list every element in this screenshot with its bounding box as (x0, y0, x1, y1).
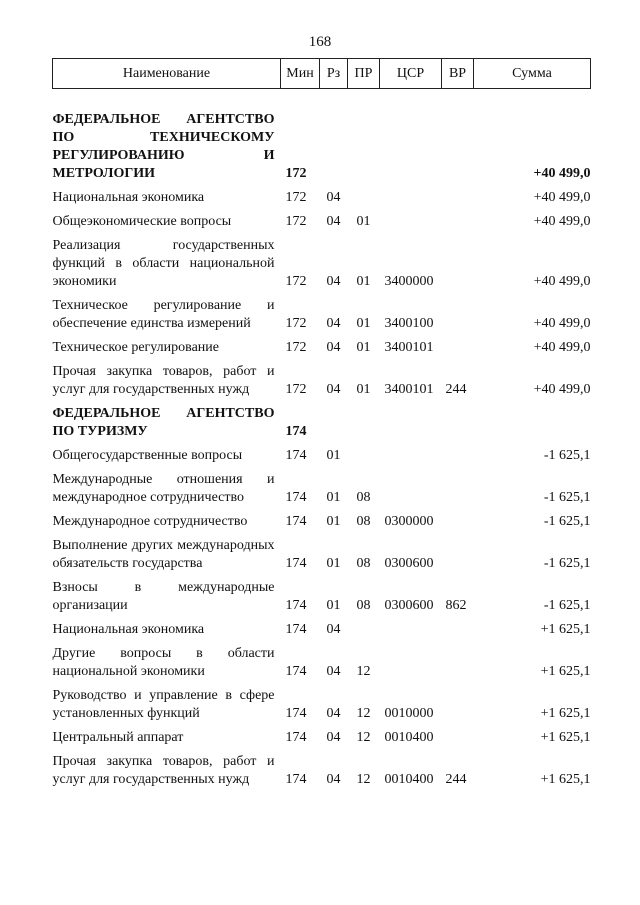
cell-min: 174 (285, 424, 307, 439)
cell-name: ФЕДЕРАЛЬНОЕ АГЕНТСТВО ПО ТЕХНИЧЕСКОМУ РЕГУЛИРОВАНИЮ И МЕТРОЛОГИИ (52, 112, 275, 181)
cell-pr: 08 (356, 598, 371, 613)
cell-vr (442, 723, 474, 747)
cell-name: Прочая закупка товаров, работ и услуг для государственных нужд (52, 754, 275, 787)
cell-sum: +1 625,1 (540, 622, 591, 637)
cell-pr (348, 399, 380, 441)
table-row (53, 357, 591, 399)
cell-rz: 04 (326, 622, 341, 637)
header-min: Мин (281, 59, 320, 89)
cell-min: 172 (285, 166, 307, 181)
cell-vr (442, 681, 474, 723)
cell-min: 174 (285, 556, 307, 571)
table-row (53, 531, 591, 573)
cell-pr: 12 (356, 730, 371, 745)
cell-csr: 0010400 (384, 772, 434, 787)
header-rz: Рз (320, 59, 348, 89)
cell-csr (380, 615, 442, 639)
cell-vr (442, 441, 474, 465)
cell-vr: 862 (445, 598, 467, 613)
cell-sum: +40 499,0 (533, 166, 591, 181)
cell-rz: 01 (326, 598, 341, 613)
cell-vr (442, 615, 474, 639)
table-body (53, 89, 591, 790)
cell-rz (320, 399, 348, 441)
cell-name: Техническое регулирование (52, 340, 219, 355)
table-header-row (53, 59, 591, 89)
table-row (53, 465, 591, 507)
cell-rz: 01 (326, 448, 341, 463)
cell-csr: 3400101 (384, 382, 434, 397)
table-row (53, 723, 591, 747)
table-row (53, 231, 591, 291)
cell-name: Национальная экономика (52, 622, 205, 637)
cell-rz (320, 105, 348, 183)
table-row (53, 507, 591, 531)
cell-rz: 01 (326, 490, 341, 505)
cell-name: ФЕДЕРАЛЬНОЕ АГЕНТСТВО ПО ТУРИЗМУ (52, 406, 275, 439)
cell-rz: 04 (326, 664, 341, 679)
cell-name: Центральный аппарат (52, 730, 184, 745)
table-row (53, 399, 591, 441)
cell-rz: 04 (326, 706, 341, 721)
cell-vr (442, 105, 474, 183)
cell-name: Техническое регулирование и обеспечение единства измерений (52, 298, 275, 331)
cell-sum: +1 625,1 (540, 772, 591, 787)
cell-rz: 01 (326, 556, 341, 571)
cell-vr: 244 (445, 382, 467, 397)
cell-sum (474, 399, 591, 441)
cell-min: 174 (285, 514, 307, 529)
header-name: Наименование (53, 59, 281, 89)
cell-csr: 3400101 (384, 340, 434, 355)
cell-pr: 08 (356, 556, 371, 571)
header-csr: ЦСР (380, 59, 442, 89)
cell-csr (380, 399, 442, 441)
cell-rz: 04 (326, 772, 341, 787)
table-row (53, 747, 591, 789)
cell-vr (442, 531, 474, 573)
cell-pr (348, 615, 380, 639)
cell-sum: +40 499,0 (533, 340, 591, 355)
cell-csr (380, 207, 442, 231)
cell-pr: 01 (356, 340, 371, 355)
table-row (53, 105, 591, 183)
cell-sum: +40 499,0 (533, 382, 591, 397)
cell-min: 172 (285, 340, 307, 355)
table-row (53, 291, 591, 333)
cell-sum: +1 625,1 (540, 730, 591, 745)
cell-name: Другие вопросы в области национальной экономики (52, 646, 275, 679)
cell-vr (442, 507, 474, 531)
cell-min: 174 (285, 490, 307, 505)
cell-min: 172 (285, 214, 307, 229)
cell-name: Взносы в международные организации (52, 580, 275, 613)
cell-sum: +40 499,0 (533, 190, 591, 205)
cell-pr: 01 (356, 316, 371, 331)
cell-name: Выполнение других международных обязательств государства (52, 538, 275, 571)
table-row (53, 681, 591, 723)
cell-vr (442, 639, 474, 681)
cell-vr (442, 465, 474, 507)
cell-rz: 04 (326, 190, 341, 205)
table-row (53, 615, 591, 639)
cell-rz: 04 (326, 382, 341, 397)
cell-csr (380, 183, 442, 207)
cell-sum: -1 625,1 (543, 448, 591, 463)
cell-name: Реализация государственных функций в области национальной экономики (52, 238, 275, 289)
cell-min: 174 (285, 448, 307, 463)
table-row (53, 441, 591, 465)
cell-min: 172 (285, 382, 307, 397)
cell-sum: -1 625,1 (543, 598, 591, 613)
cell-csr (380, 105, 442, 183)
cell-csr: 0300000 (384, 514, 434, 529)
cell-sum: +1 625,1 (540, 706, 591, 721)
cell-sum: -1 625,1 (543, 490, 591, 505)
cell-name: Общеэкономические вопросы (52, 214, 232, 229)
cell-csr (380, 465, 442, 507)
cell-sum: +40 499,0 (533, 214, 591, 229)
table-row (53, 183, 591, 207)
cell-csr: 3400100 (384, 316, 434, 331)
page-number: 168 (308, 34, 332, 50)
cell-name: Национальная экономика (52, 190, 205, 205)
table-row (53, 333, 591, 357)
cell-vr (442, 207, 474, 231)
cell-vr (442, 183, 474, 207)
cell-min: 172 (285, 274, 307, 289)
cell-sum: -1 625,1 (543, 514, 591, 529)
cell-min: 174 (285, 730, 307, 745)
cell-csr: 0300600 (384, 598, 434, 613)
cell-min: 174 (285, 664, 307, 679)
cell-vr (442, 399, 474, 441)
cell-sum: +40 499,0 (533, 274, 591, 289)
cell-vr (442, 333, 474, 357)
cell-name: Международное сотрудничество (52, 514, 248, 529)
table-row (53, 573, 591, 615)
cell-pr: 08 (356, 490, 371, 505)
table-spacer (53, 89, 591, 106)
cell-pr (348, 183, 380, 207)
cell-name: Прочая закупка товаров, работ и услуг для государственных нужд (52, 364, 275, 397)
cell-pr (348, 105, 380, 183)
cell-rz: 04 (326, 214, 341, 229)
cell-pr: 01 (356, 382, 371, 397)
cell-rz: 04 (326, 274, 341, 289)
cell-sum: +40 499,0 (533, 316, 591, 331)
cell-name: Руководство и управление в сфере установленных функций (52, 688, 275, 721)
cell-min: 174 (285, 598, 307, 613)
cell-sum: +1 625,1 (540, 664, 591, 679)
cell-min: 174 (285, 772, 307, 787)
cell-pr: 08 (356, 514, 371, 529)
cell-pr: 12 (356, 664, 371, 679)
cell-csr: 3400000 (384, 274, 434, 289)
cell-name: Международные отношения и международное сотрудничество (52, 472, 275, 505)
table-row (53, 207, 591, 231)
cell-pr: 01 (356, 274, 371, 289)
cell-vr: 244 (445, 772, 467, 787)
cell-rz: 04 (326, 730, 341, 745)
header-vr: ВР (442, 59, 474, 89)
cell-vr (442, 231, 474, 291)
cell-rz: 04 (326, 340, 341, 355)
cell-csr (380, 639, 442, 681)
cell-pr (348, 441, 380, 465)
cell-min: 174 (285, 622, 307, 637)
cell-pr: 12 (356, 772, 371, 787)
cell-pr: 01 (356, 214, 371, 229)
cell-vr (442, 291, 474, 333)
cell-csr: 0300600 (384, 556, 434, 571)
table-row (53, 639, 591, 681)
cell-min: 172 (285, 190, 307, 205)
header-pr: ПР (348, 59, 380, 89)
cell-csr (380, 441, 442, 465)
header-sum: Сумма (474, 59, 591, 89)
cell-csr: 0010000 (384, 706, 434, 721)
budget-table (52, 58, 591, 789)
cell-rz: 01 (326, 514, 341, 529)
cell-min: 174 (285, 706, 307, 721)
cell-rz: 04 (326, 316, 341, 331)
cell-name: Общегосударственные вопросы (52, 448, 243, 463)
cell-min: 172 (285, 316, 307, 331)
cell-pr: 12 (356, 706, 371, 721)
cell-csr: 0010400 (384, 730, 434, 745)
cell-sum: -1 625,1 (543, 556, 591, 571)
